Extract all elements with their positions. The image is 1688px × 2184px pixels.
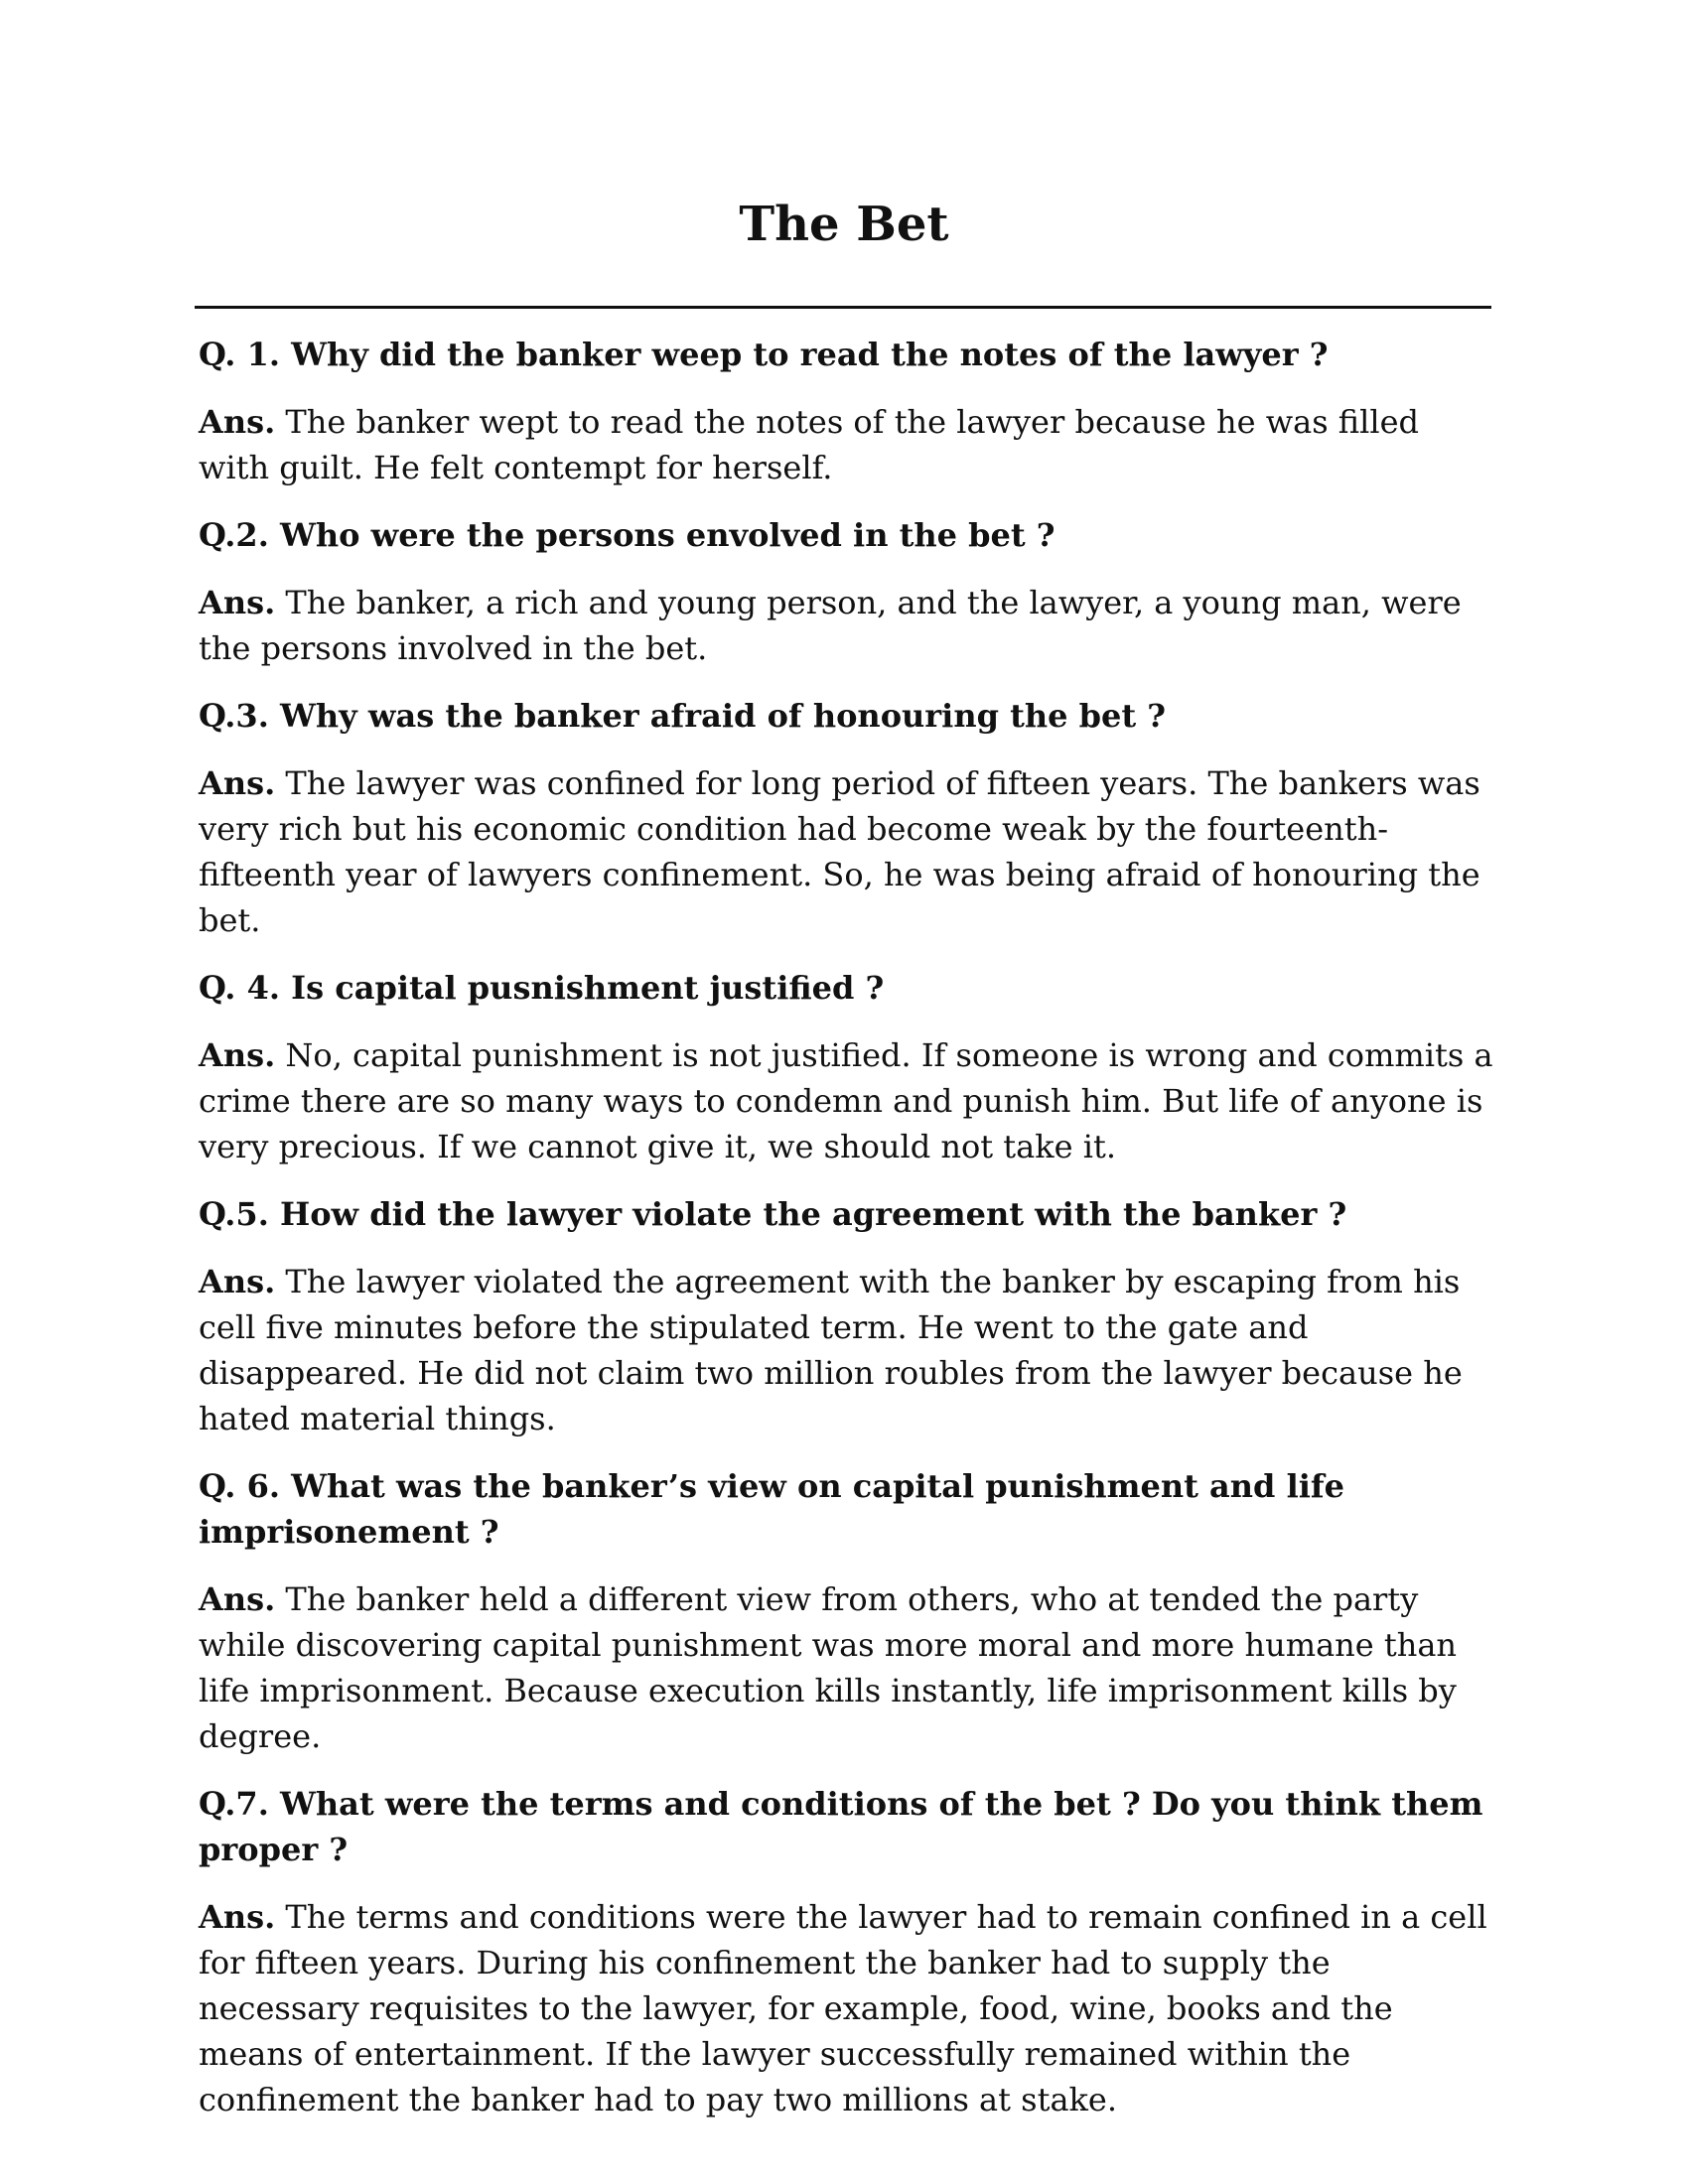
- answer-1: [199, 399, 1499, 490]
- answer-text: The lawyer was confined for long period of fifteen years. The bankers was very rich but his economic condition had become weak by the fourteenth-fifteenth year of lawyers confinement. So, he was being afraid of honouring the bet.: [199, 764, 1480, 939]
- question-7: Q.7. What were the terms and conditions of the bet ? Do you think them proper ?: [199, 1785, 1483, 1868]
- question-2: Q.2. Who were the persons envolved in the bet ?: [199, 516, 1055, 554]
- qa-item-6: [199, 1463, 1499, 1759]
- answer-label: Ans.: [199, 1263, 276, 1300]
- answer-text: The terms and conditions were the lawyer had to remain confined in a cell for fifteen years. During his confinement the banker had to supply the necessary requisites to the lawyer, for example, food, wine, books and the means of entertainment. If the lawyer successfully remained within the confinement the banker had to pay two millions at stake.: [199, 1898, 1487, 2118]
- answer-text: The lawyer violated the agreement with the banker by escaping from his cell five minutes before the stipulated term. He went to the gate and disappeared. He did not claim two million roubles from the lawyer because he hated material things.: [199, 1263, 1463, 1437]
- answer-4: [199, 1032, 1499, 1169]
- answer-5: [199, 1259, 1499, 1441]
- question-6: Q. 6. What was the banker’s view on capital punishment and life imprisonement ?: [199, 1467, 1344, 1551]
- question-5: Q.5. How did the lawyer violate the agreement with the banker ?: [199, 1195, 1347, 1233]
- qa-item-3: [199, 693, 1499, 943]
- answer-6: [199, 1576, 1499, 1759]
- qa-item-4: [199, 965, 1499, 1169]
- qa-item-2: [199, 512, 1499, 671]
- answer-label: Ans.: [199, 764, 276, 802]
- answer-text: The banker wept to read the notes of the lawyer because he was filled with guilt. He felt contempt for herself.: [199, 403, 1420, 486]
- title-divider: [195, 306, 1491, 309]
- qa-item-5: [199, 1191, 1499, 1441]
- question-4: Q. 4. Is capital pusnishment justified ?: [199, 969, 885, 1007]
- answer-text: The banker, a rich and young person, and the lawyer, a young man, were the persons involved in the bet.: [199, 584, 1462, 667]
- answer-label: Ans.: [199, 1580, 276, 1618]
- answer-3: [199, 760, 1499, 943]
- answer-label: Ans.: [199, 584, 276, 621]
- answer-label: Ans.: [199, 1898, 276, 1936]
- qa-item-1: [199, 332, 1499, 490]
- answer-label: Ans.: [199, 403, 276, 441]
- question-1: Q. 1. Why did the banker weep to read the notes of the lawyer ?: [199, 336, 1329, 373]
- qa-list: [199, 332, 1499, 2144]
- page-title: The Bet: [739, 197, 949, 252]
- question-3: Q.3. Why was the banker afraid of honouring the bet ?: [199, 697, 1167, 735]
- answer-7: [199, 1894, 1499, 2122]
- answer-text: The banker held a different view from others, who at tended the party while discovering capital punishment was more moral and more humane than life imprisonment. Because execution kills instantly, life imprisonment kills by degree.: [199, 1580, 1458, 1755]
- answer-text: No, capital punishment is not justified. If someone is wrong and commits a crime there are so many ways to condemn and punish him. But life of anyone is very precious. If we cannot give it, we should not take it.: [199, 1036, 1493, 1165]
- answer-2: [199, 580, 1499, 671]
- answer-label: Ans.: [199, 1036, 276, 1074]
- qa-item-7: [199, 1781, 1499, 2122]
